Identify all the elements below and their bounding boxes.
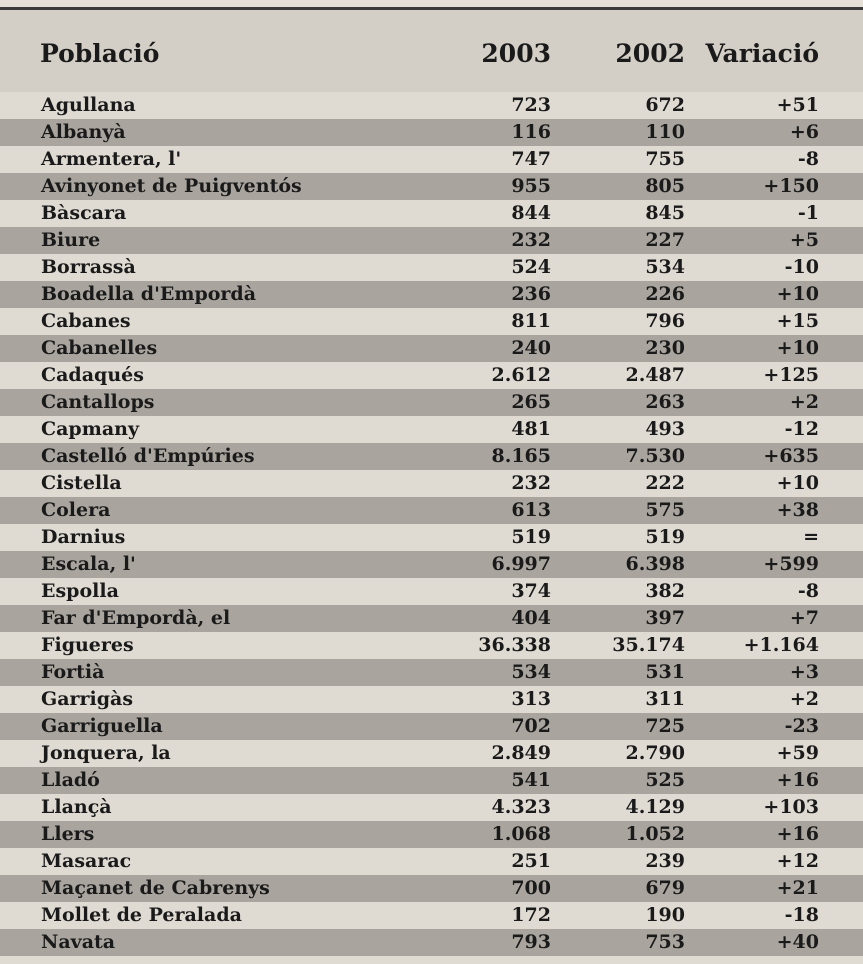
cell-2003: 6.997 — [491, 553, 551, 575]
table-row — [0, 389, 863, 416]
cell-poblacio: Boadella d'Empordà — [41, 283, 257, 305]
table-row — [0, 848, 863, 875]
cell-poblacio: Cistella — [41, 472, 122, 494]
table-row — [0, 281, 863, 308]
cell-poblacio: Cabanes — [41, 310, 131, 332]
cell-2002: 227 — [645, 229, 685, 251]
table-row — [0, 632, 863, 659]
cell-2002: 7.530 — [625, 445, 685, 467]
cell-poblacio: Far d'Empordà, el — [41, 607, 231, 629]
cell-poblacio: Cadaqués — [41, 364, 144, 386]
table-row — [0, 200, 863, 227]
cell-2002: 1.052 — [625, 823, 685, 845]
cell-2002: 725 — [645, 715, 685, 737]
cell-variacio: +21 — [776, 877, 819, 899]
cell-variacio: +2 — [789, 391, 819, 413]
cell-variacio: +635 — [763, 445, 819, 467]
cell-poblacio: Capmany — [41, 418, 139, 440]
table-row — [0, 740, 863, 767]
cell-poblacio: Colera — [41, 499, 111, 521]
cell-2002: 534 — [645, 256, 685, 278]
cell-poblacio: Bàscara — [41, 202, 127, 224]
cell-variacio: +16 — [776, 769, 819, 791]
table-row — [0, 497, 863, 524]
cell-variacio: +15 — [776, 310, 819, 332]
cell-2003: 524 — [511, 256, 551, 278]
cell-poblacio: Llers — [41, 823, 95, 845]
cell-2003: 613 — [511, 499, 551, 521]
cell-2002: 845 — [645, 202, 685, 224]
cell-2003: 232 — [511, 472, 551, 494]
top-rule — [0, 0, 863, 10]
cell-poblacio: Escala, l' — [41, 553, 136, 575]
cell-poblacio: Albanyà — [41, 121, 126, 143]
cell-2002: 679 — [645, 877, 685, 899]
cell-poblacio: Espolla — [41, 580, 119, 602]
table-header — [0, 34, 863, 74]
cell-2002: 4.129 — [625, 796, 685, 818]
cell-2003: 172 — [511, 904, 551, 926]
table-row — [0, 659, 863, 686]
cell-variacio: -12 — [784, 418, 819, 440]
cell-poblacio: Cabanelles — [41, 337, 158, 359]
table-row — [0, 92, 863, 119]
table-row — [0, 443, 863, 470]
cell-variacio: -8 — [797, 148, 819, 170]
cell-2003: 116 — [511, 121, 551, 143]
cell-2003: 8.165 — [491, 445, 551, 467]
cell-variacio: +150 — [763, 175, 819, 197]
cell-poblacio: Jonquera, la — [41, 742, 171, 764]
header-variacio: Variació — [705, 39, 819, 68]
cell-2003: 265 — [511, 391, 551, 413]
table-row — [0, 308, 863, 335]
cell-2002: 222 — [645, 472, 685, 494]
cell-poblacio: Masarac — [41, 850, 132, 872]
table-row — [0, 551, 863, 578]
cell-2002: 35.174 — [612, 634, 685, 656]
cell-2003: 534 — [511, 661, 551, 683]
cell-poblacio: Maçanet de Cabrenys — [41, 877, 270, 899]
cell-2002: 382 — [645, 580, 685, 602]
cell-2003: 36.338 — [478, 634, 551, 656]
table-row-cut-off — [0, 956, 863, 964]
cell-variacio: +12 — [776, 850, 819, 872]
table-row — [0, 605, 863, 632]
cell-2003: 700 — [511, 877, 551, 899]
cell-poblacio: Garrigàs — [41, 688, 134, 710]
cell-2003: 2.612 — [491, 364, 551, 386]
cell-2002: 311 — [645, 688, 685, 710]
cell-variacio: +10 — [776, 283, 819, 305]
cell-2002: 525 — [645, 769, 685, 791]
table-row — [0, 227, 863, 254]
cell-2003: 519 — [511, 526, 551, 548]
cell-variacio: +40 — [776, 931, 819, 953]
cell-2002: 226 — [645, 283, 685, 305]
cell-variacio: +3 — [789, 661, 819, 683]
cell-2003: 811 — [511, 310, 551, 332]
cell-poblacio: Agullana — [41, 94, 136, 116]
cell-2002: 575 — [645, 499, 685, 521]
cell-variacio: -10 — [784, 256, 819, 278]
cell-2002: 230 — [645, 337, 685, 359]
table-row — [0, 902, 863, 929]
cell-poblacio: Lladó — [41, 769, 100, 791]
cell-2003: 702 — [511, 715, 551, 737]
cell-variacio: +51 — [776, 94, 819, 116]
table-row — [0, 767, 863, 794]
table-row — [0, 875, 863, 902]
cell-variacio: -18 — [784, 904, 819, 926]
header-poblacio: Població — [40, 39, 160, 68]
cell-2002: 755 — [645, 148, 685, 170]
header-2002: 2002 — [615, 39, 685, 68]
cell-poblacio: Mollet de Peralada — [41, 904, 242, 926]
table-row — [0, 470, 863, 497]
cell-2002: 796 — [645, 310, 685, 332]
table-row — [0, 686, 863, 713]
cell-2003: 723 — [511, 94, 551, 116]
population-table — [0, 10, 863, 952]
cell-2003: 4.323 — [491, 796, 551, 818]
cell-variacio: +6 — [789, 121, 819, 143]
table-row — [0, 821, 863, 848]
cell-variacio: +59 — [776, 742, 819, 764]
cell-variacio: +10 — [776, 337, 819, 359]
header-2003: 2003 — [481, 39, 551, 68]
cell-2002: 531 — [645, 661, 685, 683]
cell-2003: 251 — [511, 850, 551, 872]
table-row — [0, 713, 863, 740]
cell-2003: 541 — [511, 769, 551, 791]
cell-2003: 747 — [511, 148, 551, 170]
cell-poblacio: Castelló d'Empúries — [41, 445, 255, 467]
table-row — [0, 173, 863, 200]
cell-variacio: -23 — [784, 715, 819, 737]
cell-2003: 481 — [511, 418, 551, 440]
cell-2003: 313 — [511, 688, 551, 710]
cell-2003: 1.068 — [491, 823, 551, 845]
cell-variacio: +16 — [776, 823, 819, 845]
table-row — [0, 362, 863, 389]
cell-2002: 672 — [645, 94, 685, 116]
cell-variacio: +2 — [789, 688, 819, 710]
cell-2003: 793 — [511, 931, 551, 953]
cell-2002: 239 — [645, 850, 685, 872]
cell-2002: 519 — [645, 526, 685, 548]
cell-2002: 2.790 — [625, 742, 685, 764]
cell-poblacio: Armentera, l' — [41, 148, 182, 170]
cell-variacio: +125 — [763, 364, 819, 386]
cell-2003: 232 — [511, 229, 551, 251]
cell-variacio: +599 — [763, 553, 819, 575]
cell-poblacio: Avinyonet de Puigventós — [41, 175, 302, 197]
cell-poblacio: Fortià — [41, 661, 105, 683]
cell-variacio: +103 — [763, 796, 819, 818]
table-row — [0, 794, 863, 821]
cell-2002: 110 — [645, 121, 685, 143]
cell-variacio: +1.164 — [743, 634, 819, 656]
cell-variacio: +38 — [776, 499, 819, 521]
cell-poblacio: Figueres — [41, 634, 134, 656]
table-row — [0, 335, 863, 362]
table-row — [0, 578, 863, 605]
cell-2003: 2.849 — [491, 742, 551, 764]
cell-2003: 374 — [511, 580, 551, 602]
cell-variacio: +7 — [789, 607, 819, 629]
cell-2002: 805 — [645, 175, 685, 197]
cell-2002: 263 — [645, 391, 685, 413]
cell-poblacio: Biure — [41, 229, 101, 251]
cell-2003: 844 — [511, 202, 551, 224]
cell-2002: 2.487 — [625, 364, 685, 386]
table-row — [0, 416, 863, 443]
cell-variacio: -8 — [797, 580, 819, 602]
cell-2002: 493 — [645, 418, 685, 440]
cell-2003: 236 — [511, 283, 551, 305]
cell-2002: 190 — [645, 904, 685, 926]
cell-poblacio: Navata — [41, 931, 116, 953]
cell-poblacio: Cantallops — [41, 391, 155, 413]
cell-variacio: +10 — [776, 472, 819, 494]
cell-poblacio: Llançà — [41, 796, 112, 818]
cell-poblacio: Borrassà — [41, 256, 136, 278]
cell-2003: 240 — [511, 337, 551, 359]
cell-2002: 6.398 — [625, 553, 685, 575]
cell-poblacio: Darnius — [41, 526, 126, 548]
cell-variacio: = — [803, 526, 819, 548]
cell-variacio: -1 — [797, 202, 819, 224]
cell-2003: 404 — [511, 607, 551, 629]
table-body — [0, 92, 863, 964]
table-row — [0, 524, 863, 551]
table-row — [0, 254, 863, 281]
cell-2002: 397 — [645, 607, 685, 629]
cell-2003: 955 — [511, 175, 551, 197]
cell-poblacio: Garriguella — [41, 715, 163, 737]
table-row — [0, 119, 863, 146]
table-row — [0, 146, 863, 173]
cell-variacio: +5 — [789, 229, 819, 251]
cell-2002: 753 — [645, 931, 685, 953]
